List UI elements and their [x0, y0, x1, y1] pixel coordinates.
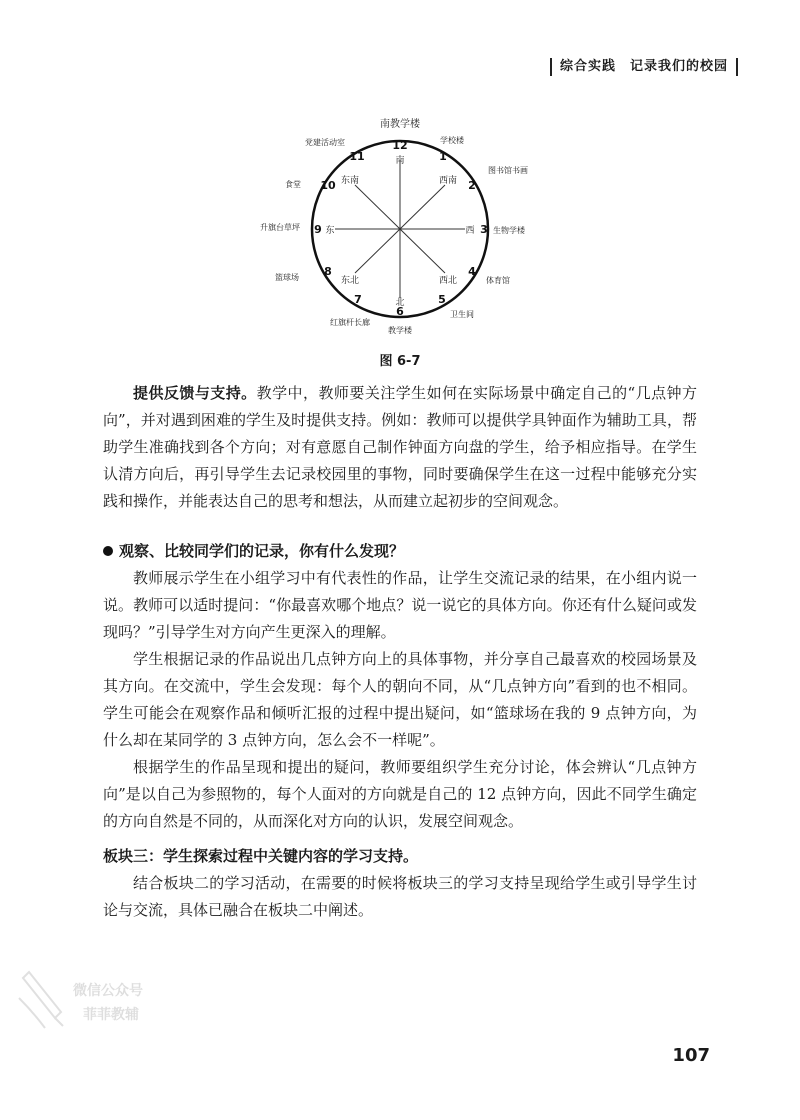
- place-3: 生物学楼: [493, 226, 525, 235]
- feedback-lead: 提供反馈与支持。: [133, 384, 257, 402]
- place-10: 食堂: [285, 180, 301, 189]
- block3-heading: 板块三：学生探索过程中关键内容的学习支持。: [103, 847, 419, 865]
- direction-southeast: 东南: [340, 176, 360, 186]
- section-block3: [103, 843, 697, 924]
- observe-paragraph-1: 教师展示学生在小组学习中有代表性的作品，让学生交流记录的结果，在小组内说一说。教师可以适时提问：“你最喜欢哪个地点？说一说它的具体方向。你还有什么疑问或发现吗？”引导学生对方向产生更深入的理解。: [103, 569, 697, 641]
- place-9: 升旗台草坪: [260, 223, 300, 232]
- section-observe: [103, 538, 697, 835]
- clock-number-8: 8: [324, 265, 332, 278]
- watermark: [15, 968, 155, 1038]
- clock-number-9: 9: [314, 223, 322, 236]
- observe-heading: 观察、比较同学们的记录，你有什么发现？: [119, 542, 405, 560]
- place-6: 教学楼: [388, 326, 412, 335]
- direction-west: 西: [465, 226, 475, 236]
- clock-number-2: 2: [468, 179, 476, 192]
- direction-northwest: 西北: [438, 276, 458, 286]
- clock-number-10: 10: [320, 179, 336, 192]
- clock-number-11: 11: [349, 150, 365, 163]
- place-2: 图书馆书画: [488, 166, 528, 175]
- pen-icon: [15, 968, 75, 1034]
- clock-number-12: 12: [392, 139, 408, 152]
- observe-heading-row: [103, 538, 697, 565]
- running-header: 综合实践 记录我们的校园: [550, 58, 738, 76]
- clock-number-3: 3: [480, 223, 488, 236]
- clock-number-5: 5: [438, 293, 446, 306]
- feedback-body: 教学中，教师要关注学生如何在实际场景中确定自己的“几点钟方向”，并对遇到困难的学生及时提供支持。例如：教师可以提供学具钟面作为辅助工具，帮助学生准确找到各个方向；对有意愿自己制作钟面方向盘的学生，给予相应指导。在学生认清方向后，再引导学生去记录校园里的事物，同时要确保学生在这一过程中能够充分实践和操作，并能表达自己的思考和想法，从而建立起初步的空间观念。: [103, 384, 697, 510]
- direction-northeast: 东北: [340, 276, 360, 286]
- place-11: 党建活动室: [305, 138, 345, 147]
- place-8: 篮球场: [275, 273, 299, 282]
- block3-paragraph: 结合板块二的学习活动，在需要的时候将板块三的学习支持呈现给学生或引导学生讨论与交流，具体已融合在板块二中阐述。: [103, 874, 697, 919]
- bullet-icon: [103, 546, 113, 556]
- place-5: 卫生间: [450, 310, 474, 319]
- clock-number-6: 6: [396, 305, 404, 318]
- observe-paragraph-2: 学生根据记录的作品说出几点钟方向上的具体事物，并分享自己最喜欢的校园场景及其方向。在交流中，学生会发现：每个人的朝向不同，从“几点钟方向”看到的也不相同。学生可能会在观察作品和倾听汇报的过程中提出疑问，如“篮球场在我的 9 点钟方向，为什么却在某同学的 3 点钟方向，怎么会不一样呢”。: [103, 650, 697, 749]
- direction-north: 北: [395, 298, 405, 308]
- section-feedback: [103, 380, 697, 515]
- observe-paragraph-3: 根据学生的作品呈现和提出的疑问，教师要组织学生充分讨论，体会辨认“几点钟方向”是以自己为参照物的，每个人面对的方向就是自己的 12 点钟方向，因此不同学生确定的方向自然是不同的，从而深化对方向的认识，发展空间观念。: [103, 758, 697, 830]
- place-1: 学校楼: [440, 136, 464, 145]
- direction-east: 东: [325, 226, 335, 236]
- watermark-line-2: 菲菲教辅: [83, 1007, 139, 1023]
- page-number: 107: [672, 1045, 710, 1066]
- clock-number-1: 1: [439, 150, 447, 163]
- watermark-line-1: 微信公众号: [73, 983, 143, 999]
- clock-diagram: [260, 105, 540, 345]
- place-4: 体育馆: [486, 276, 510, 285]
- direction-southwest: 西南: [438, 176, 458, 186]
- clock-number-4: 4: [468, 265, 476, 278]
- clock-direction-figure: [260, 105, 540, 345]
- clock-number-7: 7: [354, 293, 362, 306]
- direction-south: 南: [395, 156, 405, 166]
- place-7: 红旗杆长廊: [330, 318, 370, 327]
- figure-caption: 图 6-7: [379, 354, 421, 369]
- place-12: 南教学楼: [380, 119, 420, 130]
